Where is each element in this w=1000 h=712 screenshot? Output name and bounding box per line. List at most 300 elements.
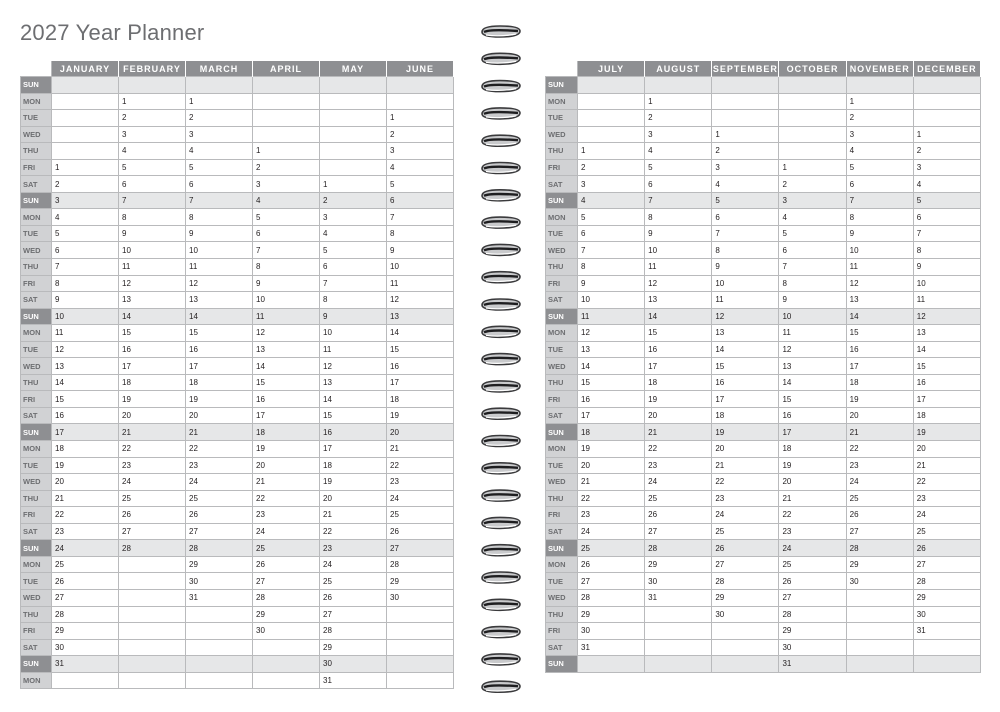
date-cell[interactable]: 1 [52, 159, 119, 176]
date-cell[interactable]: 13 [387, 308, 454, 325]
date-cell[interactable] [186, 656, 253, 673]
date-cell[interactable] [253, 639, 320, 656]
date-cell[interactable]: 23 [712, 490, 779, 507]
date-cell[interactable]: 24 [253, 523, 320, 540]
date-cell[interactable]: 23 [119, 457, 186, 474]
date-cell[interactable]: 15 [186, 325, 253, 342]
date-cell[interactable]: 24 [186, 474, 253, 491]
date-cell[interactable] [253, 110, 320, 127]
date-cell[interactable]: 2 [387, 126, 454, 143]
date-cell[interactable]: 11 [186, 259, 253, 276]
date-cell[interactable]: 11 [52, 325, 119, 342]
date-cell[interactable] [320, 110, 387, 127]
date-cell[interactable]: 19 [846, 391, 913, 408]
date-cell[interactable]: 3 [578, 176, 645, 193]
date-cell[interactable]: 16 [712, 374, 779, 391]
date-cell[interactable] [52, 126, 119, 143]
date-cell[interactable] [712, 110, 779, 127]
date-cell[interactable]: 2 [119, 110, 186, 127]
date-cell[interactable]: 9 [320, 308, 387, 325]
date-cell[interactable]: 4 [253, 192, 320, 209]
date-cell[interactable]: 13 [186, 292, 253, 309]
date-cell[interactable] [119, 656, 186, 673]
date-cell[interactable] [712, 77, 779, 94]
date-cell[interactable]: 25 [186, 490, 253, 507]
date-cell[interactable]: 27 [578, 573, 645, 590]
date-cell[interactable]: 28 [779, 606, 846, 623]
date-cell[interactable]: 26 [320, 589, 387, 606]
date-cell[interactable]: 2 [779, 176, 846, 193]
date-cell[interactable]: 11 [320, 341, 387, 358]
date-cell[interactable]: 28 [645, 540, 712, 557]
date-cell[interactable]: 1 [320, 176, 387, 193]
date-cell[interactable]: 25 [320, 573, 387, 590]
date-cell[interactable]: 27 [779, 589, 846, 606]
date-cell[interactable]: 12 [846, 275, 913, 292]
date-cell[interactable]: 25 [52, 556, 119, 573]
date-cell[interactable]: 2 [645, 110, 712, 127]
date-cell[interactable] [578, 110, 645, 127]
date-cell[interactable]: 31 [320, 672, 387, 689]
date-cell[interactable]: 30 [645, 573, 712, 590]
date-cell[interactable]: 14 [320, 391, 387, 408]
date-cell[interactable]: 19 [578, 441, 645, 458]
date-cell[interactable]: 23 [52, 523, 119, 540]
date-cell[interactable]: 4 [779, 209, 846, 226]
date-cell[interactable]: 17 [119, 358, 186, 375]
date-cell[interactable]: 20 [387, 424, 454, 441]
date-cell[interactable] [712, 656, 779, 673]
date-cell[interactable]: 10 [913, 275, 980, 292]
date-cell[interactable]: 17 [779, 424, 846, 441]
date-cell[interactable] [320, 93, 387, 110]
date-cell[interactable]: 12 [387, 292, 454, 309]
date-cell[interactable]: 19 [186, 391, 253, 408]
date-cell[interactable]: 20 [913, 441, 980, 458]
date-cell[interactable] [645, 623, 712, 640]
date-cell[interactable]: 30 [52, 639, 119, 656]
date-cell[interactable]: 2 [712, 143, 779, 160]
date-cell[interactable]: 17 [846, 358, 913, 375]
date-cell[interactable]: 7 [253, 242, 320, 259]
date-cell[interactable]: 13 [645, 292, 712, 309]
date-cell[interactable]: 11 [913, 292, 980, 309]
date-cell[interactable]: 29 [712, 589, 779, 606]
date-cell[interactable]: 7 [320, 275, 387, 292]
date-cell[interactable]: 11 [253, 308, 320, 325]
date-cell[interactable]: 15 [320, 407, 387, 424]
date-cell[interactable] [387, 623, 454, 640]
date-cell[interactable]: 1 [712, 126, 779, 143]
date-cell[interactable] [645, 639, 712, 656]
date-cell[interactable]: 15 [779, 391, 846, 408]
date-cell[interactable]: 27 [712, 556, 779, 573]
date-cell[interactable]: 16 [119, 341, 186, 358]
date-cell[interactable]: 30 [712, 606, 779, 623]
date-cell[interactable] [119, 606, 186, 623]
date-cell[interactable]: 27 [52, 589, 119, 606]
date-cell[interactable]: 1 [578, 143, 645, 160]
date-cell[interactable] [846, 589, 913, 606]
date-cell[interactable]: 9 [779, 292, 846, 309]
date-cell[interactable]: 5 [119, 159, 186, 176]
date-cell[interactable]: 21 [119, 424, 186, 441]
date-cell[interactable]: 5 [320, 242, 387, 259]
date-cell[interactable]: 19 [712, 424, 779, 441]
date-cell[interactable]: 15 [913, 358, 980, 375]
date-cell[interactable]: 15 [645, 325, 712, 342]
date-cell[interactable] [320, 159, 387, 176]
date-cell[interactable]: 18 [846, 374, 913, 391]
date-cell[interactable]: 17 [712, 391, 779, 408]
date-cell[interactable]: 6 [253, 225, 320, 242]
date-cell[interactable]: 19 [320, 474, 387, 491]
date-cell[interactable]: 19 [913, 424, 980, 441]
date-cell[interactable] [320, 143, 387, 160]
date-cell[interactable]: 2 [578, 159, 645, 176]
date-cell[interactable]: 18 [578, 424, 645, 441]
date-cell[interactable]: 24 [712, 507, 779, 524]
date-cell[interactable]: 8 [779, 275, 846, 292]
date-cell[interactable]: 7 [913, 225, 980, 242]
date-cell[interactable] [846, 656, 913, 673]
date-cell[interactable]: 20 [645, 407, 712, 424]
date-cell[interactable]: 23 [913, 490, 980, 507]
date-cell[interactable]: 5 [387, 176, 454, 193]
date-cell[interactable]: 5 [712, 192, 779, 209]
date-cell[interactable]: 13 [320, 374, 387, 391]
date-cell[interactable]: 10 [645, 242, 712, 259]
date-cell[interactable]: 2 [52, 176, 119, 193]
date-cell[interactable]: 27 [913, 556, 980, 573]
date-cell[interactable]: 14 [712, 341, 779, 358]
date-cell[interactable]: 23 [387, 474, 454, 491]
date-cell[interactable]: 1 [119, 93, 186, 110]
date-cell[interactable] [119, 77, 186, 94]
date-cell[interactable]: 26 [645, 507, 712, 524]
date-cell[interactable]: 8 [712, 242, 779, 259]
date-cell[interactable]: 2 [186, 110, 253, 127]
date-cell[interactable] [119, 573, 186, 590]
date-cell[interactable]: 20 [712, 441, 779, 458]
date-cell[interactable]: 1 [645, 93, 712, 110]
date-cell[interactable]: 1 [186, 93, 253, 110]
date-cell[interactable]: 22 [645, 441, 712, 458]
date-cell[interactable]: 6 [645, 176, 712, 193]
date-cell[interactable]: 12 [119, 275, 186, 292]
date-cell[interactable]: 28 [913, 573, 980, 590]
date-cell[interactable]: 12 [913, 308, 980, 325]
date-cell[interactable]: 30 [387, 589, 454, 606]
date-cell[interactable] [913, 110, 980, 127]
date-cell[interactable]: 24 [578, 523, 645, 540]
date-cell[interactable]: 21 [846, 424, 913, 441]
date-cell[interactable]: 18 [320, 457, 387, 474]
date-cell[interactable]: 6 [387, 192, 454, 209]
date-cell[interactable]: 19 [645, 391, 712, 408]
date-cell[interactable]: 25 [387, 507, 454, 524]
date-cell[interactable]: 7 [186, 192, 253, 209]
date-cell[interactable] [387, 672, 454, 689]
date-cell[interactable]: 26 [913, 540, 980, 557]
date-cell[interactable]: 5 [779, 225, 846, 242]
date-cell[interactable]: 17 [578, 407, 645, 424]
date-cell[interactable]: 27 [119, 523, 186, 540]
date-cell[interactable] [253, 656, 320, 673]
date-cell[interactable] [52, 77, 119, 94]
date-cell[interactable]: 20 [119, 407, 186, 424]
date-cell[interactable]: 17 [253, 407, 320, 424]
date-cell[interactable]: 9 [253, 275, 320, 292]
date-cell[interactable]: 23 [645, 457, 712, 474]
date-cell[interactable]: 28 [186, 540, 253, 557]
date-cell[interactable]: 17 [645, 358, 712, 375]
date-cell[interactable]: 24 [645, 474, 712, 491]
date-cell[interactable]: 30 [253, 623, 320, 640]
date-cell[interactable]: 22 [253, 490, 320, 507]
date-cell[interactable] [779, 143, 846, 160]
date-cell[interactable]: 24 [913, 507, 980, 524]
date-cell[interactable]: 8 [645, 209, 712, 226]
date-cell[interactable]: 29 [645, 556, 712, 573]
date-cell[interactable] [119, 672, 186, 689]
date-cell[interactable]: 29 [387, 573, 454, 590]
date-cell[interactable]: 3 [253, 176, 320, 193]
date-cell[interactable]: 18 [387, 391, 454, 408]
date-cell[interactable]: 28 [578, 589, 645, 606]
date-cell[interactable]: 25 [578, 540, 645, 557]
date-cell[interactable]: 24 [846, 474, 913, 491]
date-cell[interactable]: 8 [913, 242, 980, 259]
date-cell[interactable] [645, 606, 712, 623]
date-cell[interactable]: 30 [779, 639, 846, 656]
date-cell[interactable]: 31 [52, 656, 119, 673]
date-cell[interactable]: 12 [712, 308, 779, 325]
date-cell[interactable]: 14 [253, 358, 320, 375]
date-cell[interactable] [712, 639, 779, 656]
date-cell[interactable]: 11 [779, 325, 846, 342]
date-cell[interactable]: 30 [846, 573, 913, 590]
date-cell[interactable]: 15 [387, 341, 454, 358]
date-cell[interactable] [779, 126, 846, 143]
date-cell[interactable]: 31 [578, 639, 645, 656]
date-cell[interactable]: 13 [846, 292, 913, 309]
date-cell[interactable]: 19 [253, 441, 320, 458]
date-cell[interactable]: 31 [186, 589, 253, 606]
date-cell[interactable]: 3 [779, 192, 846, 209]
date-cell[interactable]: 7 [387, 209, 454, 226]
date-cell[interactable]: 2 [253, 159, 320, 176]
date-cell[interactable]: 22 [52, 507, 119, 524]
date-cell[interactable]: 24 [779, 540, 846, 557]
date-cell[interactable]: 11 [119, 259, 186, 276]
date-cell[interactable]: 3 [387, 143, 454, 160]
date-cell[interactable]: 3 [119, 126, 186, 143]
date-cell[interactable] [387, 93, 454, 110]
date-cell[interactable]: 2 [846, 110, 913, 127]
date-cell[interactable]: 20 [779, 474, 846, 491]
date-cell[interactable] [578, 656, 645, 673]
date-cell[interactable] [387, 639, 454, 656]
date-cell[interactable]: 27 [846, 523, 913, 540]
date-cell[interactable]: 1 [253, 143, 320, 160]
date-cell[interactable]: 8 [578, 259, 645, 276]
date-cell[interactable]: 15 [712, 358, 779, 375]
date-cell[interactable]: 9 [712, 259, 779, 276]
date-cell[interactable]: 4 [119, 143, 186, 160]
date-cell[interactable]: 24 [320, 556, 387, 573]
date-cell[interactable] [253, 77, 320, 94]
date-cell[interactable]: 10 [779, 308, 846, 325]
date-cell[interactable]: 15 [846, 325, 913, 342]
date-cell[interactable]: 13 [712, 325, 779, 342]
date-cell[interactable]: 21 [712, 457, 779, 474]
date-cell[interactable] [846, 77, 913, 94]
date-cell[interactable]: 12 [253, 325, 320, 342]
date-cell[interactable]: 28 [712, 573, 779, 590]
date-cell[interactable]: 20 [52, 474, 119, 491]
date-cell[interactable]: 21 [52, 490, 119, 507]
date-cell[interactable]: 6 [779, 242, 846, 259]
date-cell[interactable] [320, 77, 387, 94]
date-cell[interactable]: 25 [913, 523, 980, 540]
date-cell[interactable] [846, 606, 913, 623]
date-cell[interactable]: 17 [320, 441, 387, 458]
date-cell[interactable]: 29 [320, 639, 387, 656]
date-cell[interactable]: 6 [119, 176, 186, 193]
date-cell[interactable]: 22 [119, 441, 186, 458]
date-cell[interactable]: 9 [913, 259, 980, 276]
date-cell[interactable]: 7 [712, 225, 779, 242]
date-cell[interactable] [712, 93, 779, 110]
date-cell[interactable]: 30 [186, 573, 253, 590]
date-cell[interactable]: 26 [779, 573, 846, 590]
date-cell[interactable]: 26 [712, 540, 779, 557]
date-cell[interactable]: 26 [119, 507, 186, 524]
date-cell[interactable]: 25 [779, 556, 846, 573]
date-cell[interactable]: 9 [645, 225, 712, 242]
date-cell[interactable] [52, 110, 119, 127]
date-cell[interactable]: 29 [186, 556, 253, 573]
date-cell[interactable]: 2 [320, 192, 387, 209]
date-cell[interactable]: 12 [52, 341, 119, 358]
date-cell[interactable]: 26 [52, 573, 119, 590]
date-cell[interactable]: 3 [913, 159, 980, 176]
date-cell[interactable]: 20 [320, 490, 387, 507]
date-cell[interactable]: 9 [186, 225, 253, 242]
date-cell[interactable]: 17 [913, 391, 980, 408]
date-cell[interactable]: 13 [578, 341, 645, 358]
date-cell[interactable]: 15 [578, 374, 645, 391]
date-cell[interactable]: 9 [387, 242, 454, 259]
date-cell[interactable]: 21 [645, 424, 712, 441]
date-cell[interactable]: 4 [578, 192, 645, 209]
date-cell[interactable]: 6 [913, 209, 980, 226]
date-cell[interactable]: 1 [913, 126, 980, 143]
date-cell[interactable]: 14 [186, 308, 253, 325]
date-cell[interactable]: 14 [387, 325, 454, 342]
date-cell[interactable]: 13 [779, 358, 846, 375]
date-cell[interactable]: 11 [645, 259, 712, 276]
date-cell[interactable] [52, 93, 119, 110]
date-cell[interactable]: 8 [52, 275, 119, 292]
date-cell[interactable]: 12 [578, 325, 645, 342]
date-cell[interactable]: 24 [52, 540, 119, 557]
date-cell[interactable]: 25 [253, 540, 320, 557]
date-cell[interactable]: 29 [578, 606, 645, 623]
date-cell[interactable]: 30 [320, 656, 387, 673]
date-cell[interactable]: 9 [52, 292, 119, 309]
date-cell[interactable] [387, 656, 454, 673]
date-cell[interactable]: 5 [253, 209, 320, 226]
date-cell[interactable]: 17 [186, 358, 253, 375]
date-cell[interactable]: 16 [253, 391, 320, 408]
date-cell[interactable]: 8 [119, 209, 186, 226]
date-cell[interactable]: 10 [320, 325, 387, 342]
date-cell[interactable] [779, 77, 846, 94]
date-cell[interactable]: 14 [578, 358, 645, 375]
date-cell[interactable]: 14 [846, 308, 913, 325]
date-cell[interactable]: 3 [52, 192, 119, 209]
date-cell[interactable]: 7 [52, 259, 119, 276]
date-cell[interactable]: 18 [913, 407, 980, 424]
date-cell[interactable]: 10 [578, 292, 645, 309]
date-cell[interactable]: 12 [320, 358, 387, 375]
date-cell[interactable]: 1 [779, 159, 846, 176]
date-cell[interactable] [253, 126, 320, 143]
date-cell[interactable]: 10 [387, 259, 454, 276]
date-cell[interactable]: 5 [645, 159, 712, 176]
date-cell[interactable]: 13 [119, 292, 186, 309]
date-cell[interactable]: 21 [578, 474, 645, 491]
date-cell[interactable]: 26 [846, 507, 913, 524]
date-cell[interactable]: 21 [320, 507, 387, 524]
date-cell[interactable]: 17 [387, 374, 454, 391]
date-cell[interactable] [578, 93, 645, 110]
date-cell[interactable]: 3 [846, 126, 913, 143]
date-cell[interactable]: 5 [913, 192, 980, 209]
date-cell[interactable]: 20 [253, 457, 320, 474]
date-cell[interactable]: 18 [779, 441, 846, 458]
date-cell[interactable]: 18 [253, 424, 320, 441]
date-cell[interactable]: 8 [846, 209, 913, 226]
date-cell[interactable]: 20 [186, 407, 253, 424]
date-cell[interactable]: 22 [846, 441, 913, 458]
date-cell[interactable]: 10 [119, 242, 186, 259]
date-cell[interactable]: 26 [578, 556, 645, 573]
date-cell[interactable]: 1 [387, 110, 454, 127]
date-cell[interactable]: 13 [913, 325, 980, 342]
date-cell[interactable]: 25 [846, 490, 913, 507]
date-cell[interactable]: 4 [645, 143, 712, 160]
date-cell[interactable] [846, 639, 913, 656]
date-cell[interactable] [645, 77, 712, 94]
date-cell[interactable]: 9 [119, 225, 186, 242]
date-cell[interactable]: 30 [913, 606, 980, 623]
date-cell[interactable] [186, 606, 253, 623]
date-cell[interactable]: 8 [253, 259, 320, 276]
date-cell[interactable]: 5 [52, 225, 119, 242]
date-cell[interactable]: 22 [186, 441, 253, 458]
date-cell[interactable]: 6 [846, 176, 913, 193]
date-cell[interactable]: 19 [779, 457, 846, 474]
date-cell[interactable] [186, 639, 253, 656]
date-cell[interactable]: 19 [52, 457, 119, 474]
date-cell[interactable] [645, 656, 712, 673]
date-cell[interactable]: 16 [779, 407, 846, 424]
date-cell[interactable]: 30 [578, 623, 645, 640]
date-cell[interactable] [846, 623, 913, 640]
